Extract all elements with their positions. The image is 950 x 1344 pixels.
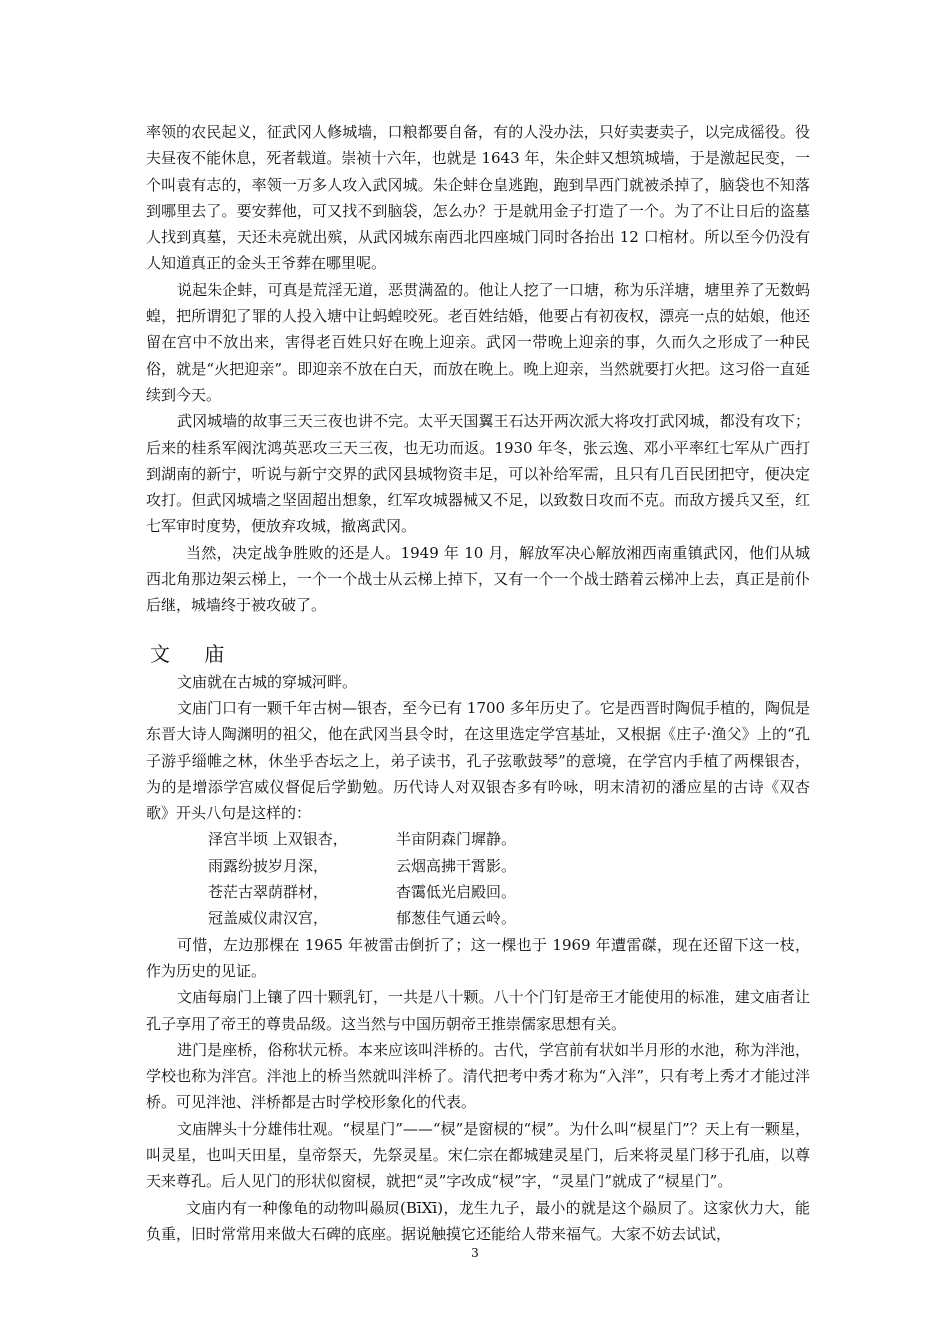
poem-line (146, 853, 810, 879)
paragraph-zhu-qibang: 说起朱企蚌，可真是荒淫无道，恶贯满盈的。他让人挖了一口塘，称为乐洋塘，塘里养了无数蚂蝗，把所谓犯了罪的人投入塘中让蚂蝗咬死。老百姓结婚，他要占有初夜权，漂亮一点的姑娘，他还留在宫中不放出来，害得老百姓只好在晚上迎亲。武冈一带晚上迎亲的事，久而久之形成了一种民俗，就是“火把迎亲”。即迎亲不放在白天，而放在晚上。晚上迎亲，当然就要打火把。这习俗一直延续到今天。 (146, 280, 810, 404)
page-body (146, 119, 810, 1247)
poem-line-second-half: 半亩阴森门墀静。 (396, 830, 517, 849)
paragraph-city-wall-stories: 武冈城墙的故事三天三夜也讲不完。太平天国翼王石达开两次派大将攻打武冈城，都没有攻下；后来的桂系军阀沈鸿英恶攻三天三夜，也无功而返。1930 年冬，张云逸、邓小平率红七军从广西打到湖南的新宁，听说与新宁交界的武冈县城物资丰足，可以补给军需，且只有几百民团把守，便决定攻打。但武冈城墙之坚固超出想象，红军攻城器械又不足，以致数日攻而不克。而敌方援兵又至，红七军审时度势，便放弃攻城，撤离武冈。 (146, 412, 810, 536)
poem-line-first-half: 泽宫半顷 上双银杏， (208, 830, 348, 849)
paragraph-pan-bridge: 进门是座桥，俗称状元桥。本来应该叫泮桥的。古代，学宫前有状如半月形的水池，称为泮池，学校也称为泮宫。泮池上的桥当然就叫泮桥了。清代把考中秀才称为“入泮”，只有考上秀才才能过泮桥。可见泮池、泮桥都是古时学校形象化的代表。 (146, 1040, 810, 1112)
poem-line (146, 879, 810, 905)
poem-line-first-half: 冠盖威仪肃汉宫， (208, 909, 329, 928)
page-number: 3 (471, 1246, 479, 1260)
poem-shuangxing-ge (146, 826, 810, 931)
poem-line-first-half: 雨露纷披岁月深， (208, 856, 329, 875)
poem-line (146, 905, 810, 931)
paragraph-bixi: 文庙内有一种像龟的动物叫赑屃(BīXī)，龙生九子，最小的就是这个赑屃了。这家伙力大，能负重，旧时常常用来做大石碑的底座。据说触摸它还能给人带来福气。大家不妨去试试， (146, 1198, 810, 1243)
paragraph-wenmiao-location: 文庙就在古城的穿城河畔。 (177, 672, 358, 691)
poem-line (146, 826, 810, 852)
paragraph-lightning: 可惜，左边那棵在 1965 年被雷击倒折了；这一棵也于 1969 年遭雷磔，现在还留下这一枝，作为历史的见证。 (146, 935, 810, 980)
paragraph-lingxing-gate: 文庙牌头十分雄伟壮观。“棂星门”——“棂”是窗棂的“棂”。为什么叫“棂星门”？天上有一颗星，叫灵星，也叫天田星，皇帝祭天，先祭灵星。宋仁宗在都城建灵星门，后来将灵星门移于孔庙，以尊天来尊孔。后人见门的形状似窗棂，就把“灵”字改成“棂”字，“灵星门”就成了“棂星门”。 (146, 1119, 810, 1191)
paragraph-liberation: 当然，决定战争胜败的还是人。1949 年 10 月，解放军决心解放湘西南重镇武冈，他们从城西北角那边架云梯上，一个一个战士从云梯上掉下，又有一个一个战士踏着云梯冲上去，真正是前仆后继，城墙终于被攻破了。 (146, 543, 810, 615)
section-title-wenmiao: 文 庙 (150, 641, 239, 666)
poem-line-second-half: 云烟高拂干霄影。 (396, 856, 517, 875)
poem-line-first-half: 苍茫古翠荫群材， (208, 883, 329, 902)
paragraph-ginkgo: 文庙门口有一颗千年古树—银杏，至今已有 1700 多年历史了。它是西晋时陶侃手植的，陶侃是东晋大诗人陶渊明的祖父，他在武冈当县令时，在这里选定学宫基址，又根据《庄子·渔父》上的“孔子游乎缁帷之林，休坐乎杏坛之上，弟子读书，孔子弦歌鼓琴”的意境，在学宫内手植了两棵银杏，为的是增添学宫威仪督促后学勤勉。历代诗人对双银杏多有吟咏，明末清初的潘应星的古诗《双杏歌》开头八句是这样的： (146, 698, 810, 823)
paragraph-door-nails: 文庙每扇门上镶了四十颗乳钉，一共是八十颗。八十个门钉是帝王才能使用的标准，建文庙者让孔子享用了帝王的尊贵品级。这当然与中国历朝帝王推崇儒家思想有关。 (146, 988, 810, 1033)
poem-line-second-half: 杳霭低光启殿回。 (396, 883, 517, 902)
poem-line-second-half: 郁葱佳气通云岭。 (396, 909, 517, 928)
paragraph-continued: 率领的农民起义，征武冈人修城墙，口粮都要自备，有的人没办法，只好卖妻卖子，以完成徭役。役夫昼夜不能休息，死者载道。崇祯十六年，也就是 1643 年，朱企蚌又想筑城墙，于是激起民变，一个叫袁有志的，率领一万多人攻入武冈城。朱企蚌仓皇逃跑，跑到旱西门就被杀掉了，脑袋也不知落到哪里去了。要安葬他，可又找不到脑袋，怎么办？于是就用金子打造了一个。为了不让日后的盗墓人找到真墓，天还未亮就出殡，从武冈城东南西北四座城门同时各抬出 12 口棺材。所以至今仍没有人知道真正的金头王爷葬在哪里呢。 (146, 123, 810, 273)
